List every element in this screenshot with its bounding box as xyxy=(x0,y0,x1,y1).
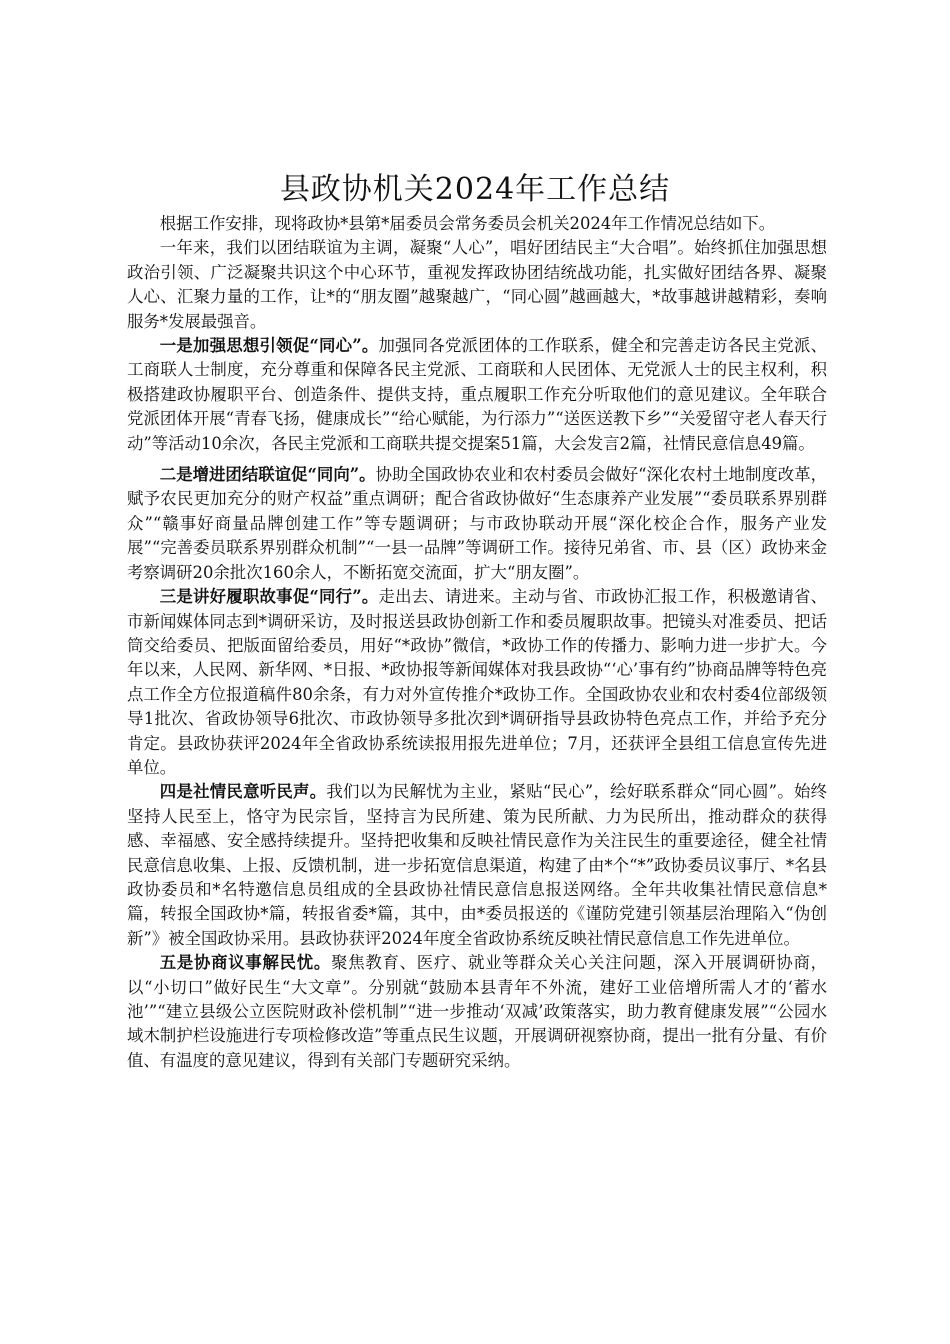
paragraph-lead: 四是社情民意听民声。 xyxy=(159,782,327,802)
paragraph-intro xyxy=(127,212,827,236)
paragraph-section-1 xyxy=(127,334,827,456)
document-title: 县政协机关2024年工作总结 xyxy=(279,172,671,207)
paragraph-section-3 xyxy=(127,585,827,780)
paragraph-lead: 三是讲好履职故事促“同行”。 xyxy=(159,587,379,607)
paragraph-text: 协助全国政协农业和农村委员会做好“深化农村土地制度改革，赋予农民更加充分的财产权益”重点调研；配合省政协做好“生态康养产业发展”“委员联系界别群众”“赣事好商量品牌创建工作”等专题调研；与市政协联动开展“深化校企合作，服务产业发展”“完善委员联系界别群众机制”“一县一品牌”等调研工作。接待兄弟省、市、县（区）政协来金考察调研20余批次160余人，不断拓宽交流面，扩大“朋友圈”。 xyxy=(127,465,827,582)
paragraph-text: 一年来，我们以团结联谊为主调，凝聚“人心”，唱好团结民主“大合唱”。始终抓住加强思想政治引领、广泛凝聚共识这个中心环节，重视发挥政协团结统战功能，扎实做好团结各界、凝聚人心、汇聚力量的工作，让*的“朋友圈”越聚越广，“同心圆”越画越大，*故事越讲越精彩，奏响服务*发展最强音。 xyxy=(127,238,827,331)
paragraph-overview xyxy=(127,236,827,334)
paragraph-text: 根据工作安排，现将政协*县第*届委员会常务委员会机关2024年工作情况总结如下。 xyxy=(159,214,776,233)
paragraph-lead: 五是协商议事解民忧。 xyxy=(159,953,332,973)
paragraph-text: 走出去、请进来。主动与省、市政协汇报工作，积极邀请省、市新闻媒体同志到*调研采访，及时报送县政协创新工作和委员履职故事。把镜头对准委员、把话筒交给委员、把版面留给委员，用好“*政协”微信，*政协工作的传播力、影响力进一步扩大。今年以来，人民网、新华网、*日报、*政协报等新闻媒体对我县政协“‘心’事有约”协商品牌等特色亮点工作全方位报道稿件80余条，有力对外宣传推介*政协工作。全国政协农业和农村委4位部级领导1批次、省政协领导6批次、市政协领导多批次到*调研指导县政协特色亮点工作，并给予充分肯定。县政协获评2024年全省政协系统读报用报先进单位；7月，还获评全县组工信息宣传先进单位。 xyxy=(127,587,827,777)
paragraph-lead: 一是加强思想引领促“同心”。 xyxy=(159,336,379,356)
paragraph-text: 加强同各党派团体的工作联系，健全和完善走访各民主党派、工商联人士制度，充分尊重和保障各民主党派、工商联和人民团体、无党派人士的民主权利，积极搭建政协履职平台、创造条件、提供支持，重点履职工作充分听取他们的意见建议。全年联合党派团体开展“青春飞扬，健康成长”“给心赋能，为行添力”“送医送教下乡”“关爱留守老人春天行动”等活动10余次，各民主党派和工商联共提交提案51篇，大会发言2篇，社情民意信息49篇。 xyxy=(127,336,827,453)
paragraph-section-4 xyxy=(127,780,827,951)
paragraph-text: 聚焦教育、医疗、就业等群众关心关注问题，深入开展调研协商，以“小切口”做好民生“大文章”。分别就“鼓励本县青年不外流，建好工业倍增所需人才的‘蓄水池’”“建立县级公立医院财政补偿机制”“进一步推动‘双减’政策落实，助力教育健康发展”“公园水域木制护栏设施进行专项检修改造”等重点民生议题，开展调研视察协商，提出一批有分量、有价值、有温度的意见建议，得到有关部门专题研究采纳。 xyxy=(127,953,828,1070)
paragraph-lead: 二是增进团结联谊促“同向”。 xyxy=(159,465,376,485)
paragraph-text: 我们以为民解忧为主业，紧贴“民心”，绘好联系群众“同心圆”。始终坚持人民至上，恪守为民宗旨，坚持言为民所建、策为民所献、力为民所出，推动群众的获得感、幸福感、安全感持续提升。坚持把收集和反映社情民意作为关注民生的重要途径，健全社情民意信息收集、上报、反馈机制，进一步拓宽信息渠道，构建了由*个“*”政协委员议事厅、*名县政协委员和*名特邀信息员组成的全县政协社情民意信息报送网络。全年共收集社情民意信息*篇，转报全国政协*篇，转报省委*篇，其中，由*委员报送的《谨防党建引领基层治理陷入“伪创新”》被全国政协采用。县政协获评2024年度全省政协系统反映社情民意信息工作先进单位。 xyxy=(127,782,827,948)
paragraph-section-2 xyxy=(127,463,827,585)
document-body xyxy=(127,212,827,1073)
paragraph-section-5 xyxy=(127,951,827,1073)
